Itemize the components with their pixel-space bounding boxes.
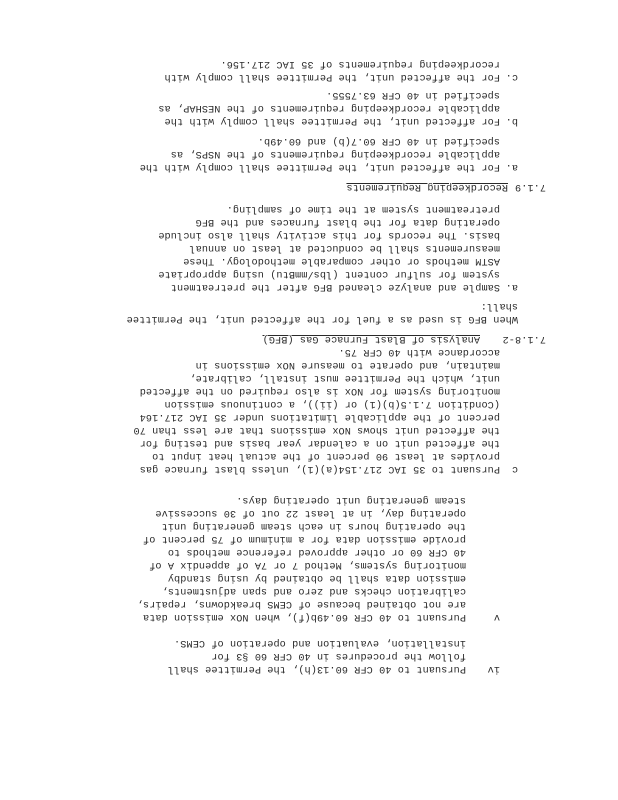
text-line: basis. The records for this activity shall also include: [158, 229, 500, 240]
text-line: the operating hours in each steam generating unit: [161, 520, 466, 531]
text-line: calibration checks and zero and span adjustments,: [161, 585, 466, 596]
text-line: Pursuant to 40 CFR 60.49b(f), when NOx emission data: [142, 611, 466, 622]
text-line: Sample and analyze cleaned BFG after the pretreatment: [170, 281, 500, 292]
text-line: For the affected unit, the Permittee shall comply with the: [139, 161, 500, 172]
text-line: maintain, and operate to measure NOx emissions in: [195, 359, 500, 370]
section-number: 7.1.8-2: [502, 333, 546, 344]
text-line: monitoring systems, Method 7 or 7A of appendix A of: [149, 559, 466, 570]
text-line: ASTM methods or other comparable methodology. These: [183, 255, 500, 266]
text-line: (Condition 7.1.5(b)(1) or (ii)), a continuous emission: [164, 398, 500, 409]
item-marker-b: b.: [505, 115, 518, 126]
text-line: operating day, in at least 22 out of 30 successive: [155, 507, 466, 518]
item-marker-a: a.: [505, 161, 518, 172]
text-line: For the affected unit, the Permittee shall comply with: [164, 71, 500, 82]
text-line: specified in 40 CFR 63.7555.: [326, 89, 500, 100]
item-marker-c: c: [511, 463, 518, 474]
text-line: measurements shall be conducted at least on annual: [189, 242, 500, 253]
text-line: When BFG is used as a fuel for the affected unit, the Permittee: [126, 313, 518, 324]
text-line: Pursuant to 35 IAC 217.154(a)(1), unless blast furnace gas: [139, 463, 500, 474]
section-heading: Analysis of Blast Furnace Gas (BFG): [262, 333, 480, 344]
text-line: 40 CFR 60 or other approved reference methods to: [167, 546, 466, 557]
text-line: installation, evaluation and operation of CEMS.: [173, 637, 466, 648]
section-heading: Recordkeeping Requirements: [346, 181, 508, 192]
text-line: emission data shall be obtained by using standby: [167, 572, 466, 583]
text-line: shall:: [480, 300, 518, 311]
item-marker-iv: iv: [487, 663, 500, 674]
text-line: Pursuant to 40 CFR 60.13(h), the Permittee shall: [167, 663, 466, 674]
item-marker-a: a.: [505, 281, 518, 292]
item-marker-c: c.: [505, 71, 518, 82]
text-line: applicable recordkeeping requirements of the NESHAP, as: [158, 102, 500, 113]
text-line: For affected unit, the Permittee shall comply with the: [164, 115, 500, 126]
text-line: accordance with 40 CFR 75.: [338, 346, 500, 357]
text-line: follow the procedures in 40 CFR 60 §3 for: [211, 650, 466, 661]
text-line: the affected unit shows NOx emissions that are less than 70: [133, 424, 500, 435]
text-line: are not obtained because of CEMS breakdowns, repairs,: [136, 598, 466, 609]
text-line: unit, which the Permittee must install, calibrate,: [189, 372, 500, 383]
text-line: system for sulfur content (lbs/mmBtu) using appropriate: [158, 268, 500, 279]
text-line: steam generating unit operating days.: [236, 494, 466, 505]
text-line: specified in 40 CFR 60.7(b) and 60.49b.: [257, 135, 500, 146]
text-line: operating data for the blast furnaces and the BFG: [195, 216, 500, 227]
text-line: pretreatment system at the time of sampling.: [226, 203, 500, 214]
text-line: recordkeeping requirements of 35 IAC 217.156.: [220, 58, 500, 69]
text-line: applicable recordkeeping requirements of the NSPS, as: [170, 148, 500, 159]
text-line: monitoring system for NOx is also required on the affected: [139, 385, 500, 396]
item-marker-v: v: [493, 611, 500, 622]
text-line: percent of the applicable limitations under 35 IAC 217.164: [139, 411, 500, 422]
text-line: provide emission data for a minimum of 75 percent of: [142, 533, 466, 544]
text-line: the affected unit on a calendar year basis and testing for: [139, 437, 500, 448]
section-number: 7.1.9: [514, 181, 546, 192]
text-line: provides at least 90 percent of the actual heat input to: [152, 450, 500, 461]
